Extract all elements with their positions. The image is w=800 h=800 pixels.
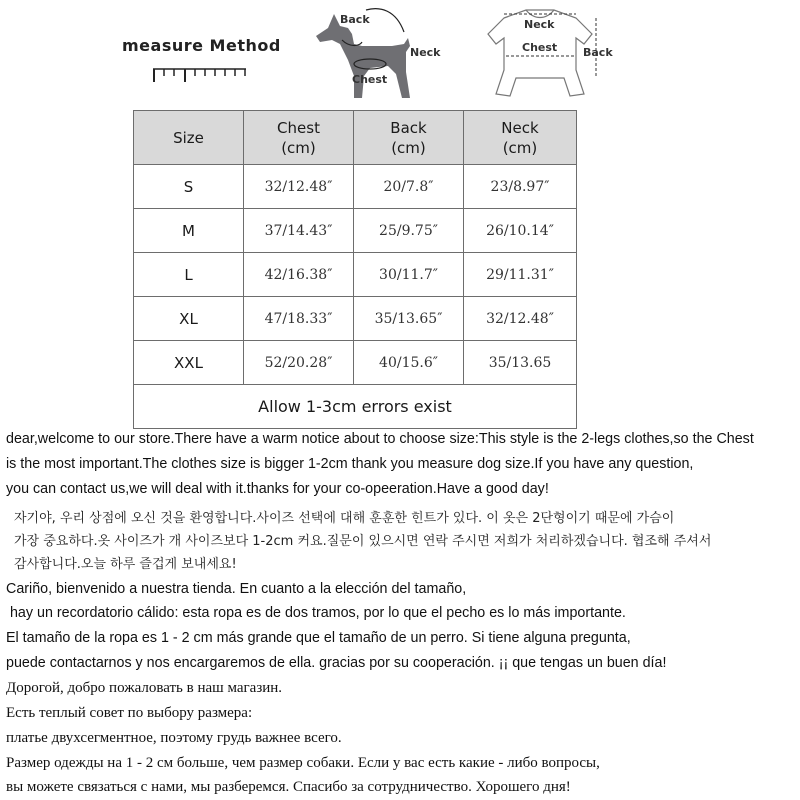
size-cell: S [134,165,244,209]
chest-cell: 47/18.33″ [244,297,354,341]
chest-cell: 32/12.48″ [244,165,354,209]
notice-russian-line: вы можете связаться с нами, мы разберемся. Спасибо за сотрудничество. Хорошего дня! [6,779,571,795]
shirt-neck-label: Neck [524,18,555,31]
chest-cell: 42/16.38″ [244,253,354,297]
neck-cell: 26/10.14″ [464,209,577,253]
header-chest: Chest (cm) [244,111,354,165]
dog-back-label: Back [340,13,370,26]
notice-korean-line: 감사합니다.오늘 하루 즐겁게 보내세요! [14,557,237,572]
shirt-chest-label: Chest [522,41,558,54]
notice-english-line: dear,welcome to our store.There have a warm notice about to choose size:This style is the 2-legs clothes,so the Chest [6,431,754,447]
notice-english-line: you can contact us,we will deal with it.thanks for your co-opeeration.Have a good day! [6,481,549,497]
back-cell: 25/9.75″ [354,209,464,253]
notice-russian-line: Размер одежды на 1 - 2 см больше, чем размер собаки. Если у вас есть какие - либо вопросы, [6,755,600,771]
tolerance-note: Allow 1-3cm errors exist [134,385,577,429]
back-cell: 30/11.7″ [354,253,464,297]
size-cell: L [134,253,244,297]
neck-cell: 23/8.97″ [464,165,577,209]
measure-method-title: measure Method [122,36,281,55]
notice-spanish-line: El tamaño de la ropa es 1 - 2 cm más grande que el tamaño de un perro. Si tiene alguna pregunta, [6,630,631,646]
neck-cell: 29/11.31″ [464,253,577,297]
chest-cell: 37/14.43″ [244,209,354,253]
measuring-tape-icon [152,66,248,84]
size-cell: M [134,209,244,253]
size-chart-table [133,110,577,429]
shirt-measurement-figure [476,0,626,105]
size-cell: XXL [134,341,244,385]
notice-korean-line: 자기야, 우리 상점에 오신 것을 환영합니다.사이즈 선택에 대해 훈훈한 힌트가 있다. 이 옷은 2단형이기 때문에 가슴이 [14,511,675,526]
dog-neck-label: Neck [410,46,441,59]
notice-russian-line: платье двухсегментное, поэтому грудь важнее всего. [6,730,342,746]
back-cell: 40/15.6″ [354,341,464,385]
back-cell: 20/7.8″ [354,165,464,209]
notice-spanish-line: puede contactarnos y nos encargaremos de ella. gracias por su cooperación. ¡¡ que tengas un buen día! [6,655,667,671]
neck-cell: 35/13.65 [464,341,577,385]
notice-spanish-line: Cariño, bienvenido a nuestra tienda. En cuanto a la elección del tamaño, [6,581,467,597]
dog-measurement-figure [300,0,450,105]
table-row [134,341,577,385]
size-cell: XL [134,297,244,341]
notice-spanish-line: hay un recordatorio cálido: esta ropa es de dos tramos, por lo que el pecho es lo más importante. [6,605,626,621]
back-cell: 35/13.65″ [354,297,464,341]
table-row [134,165,577,209]
header-size: Size [134,111,244,165]
table-row [134,209,577,253]
table-note-row [134,385,577,429]
notice-russian-line: Есть теплый совет по выбору размера: [6,705,253,721]
neck-cell: 32/12.48″ [464,297,577,341]
chest-cell: 52/20.28″ [244,341,354,385]
shirt-back-label: Back [583,46,613,59]
table-header-row [134,111,577,165]
notice-english-line: is the most important.The clothes size is bigger 1-2cm thank you measure dog size.If you have any question, [6,456,694,472]
table-row [134,253,577,297]
table-row [134,297,577,341]
notice-korean-line: 가장 중요하다.옷 사이즈가 개 사이즈보다 1-2cm 커요.질문이 있으시면 연락 주시면 저희가 처리하겠습니다. 협조해 주셔서 [14,534,712,549]
dog-chest-label: Chest [352,73,388,86]
header-back: Back (cm) [354,111,464,165]
notice-russian-line: Дорогой, добро пожаловать в наш магазин. [6,680,283,696]
header-neck: Neck (cm) [464,111,577,165]
